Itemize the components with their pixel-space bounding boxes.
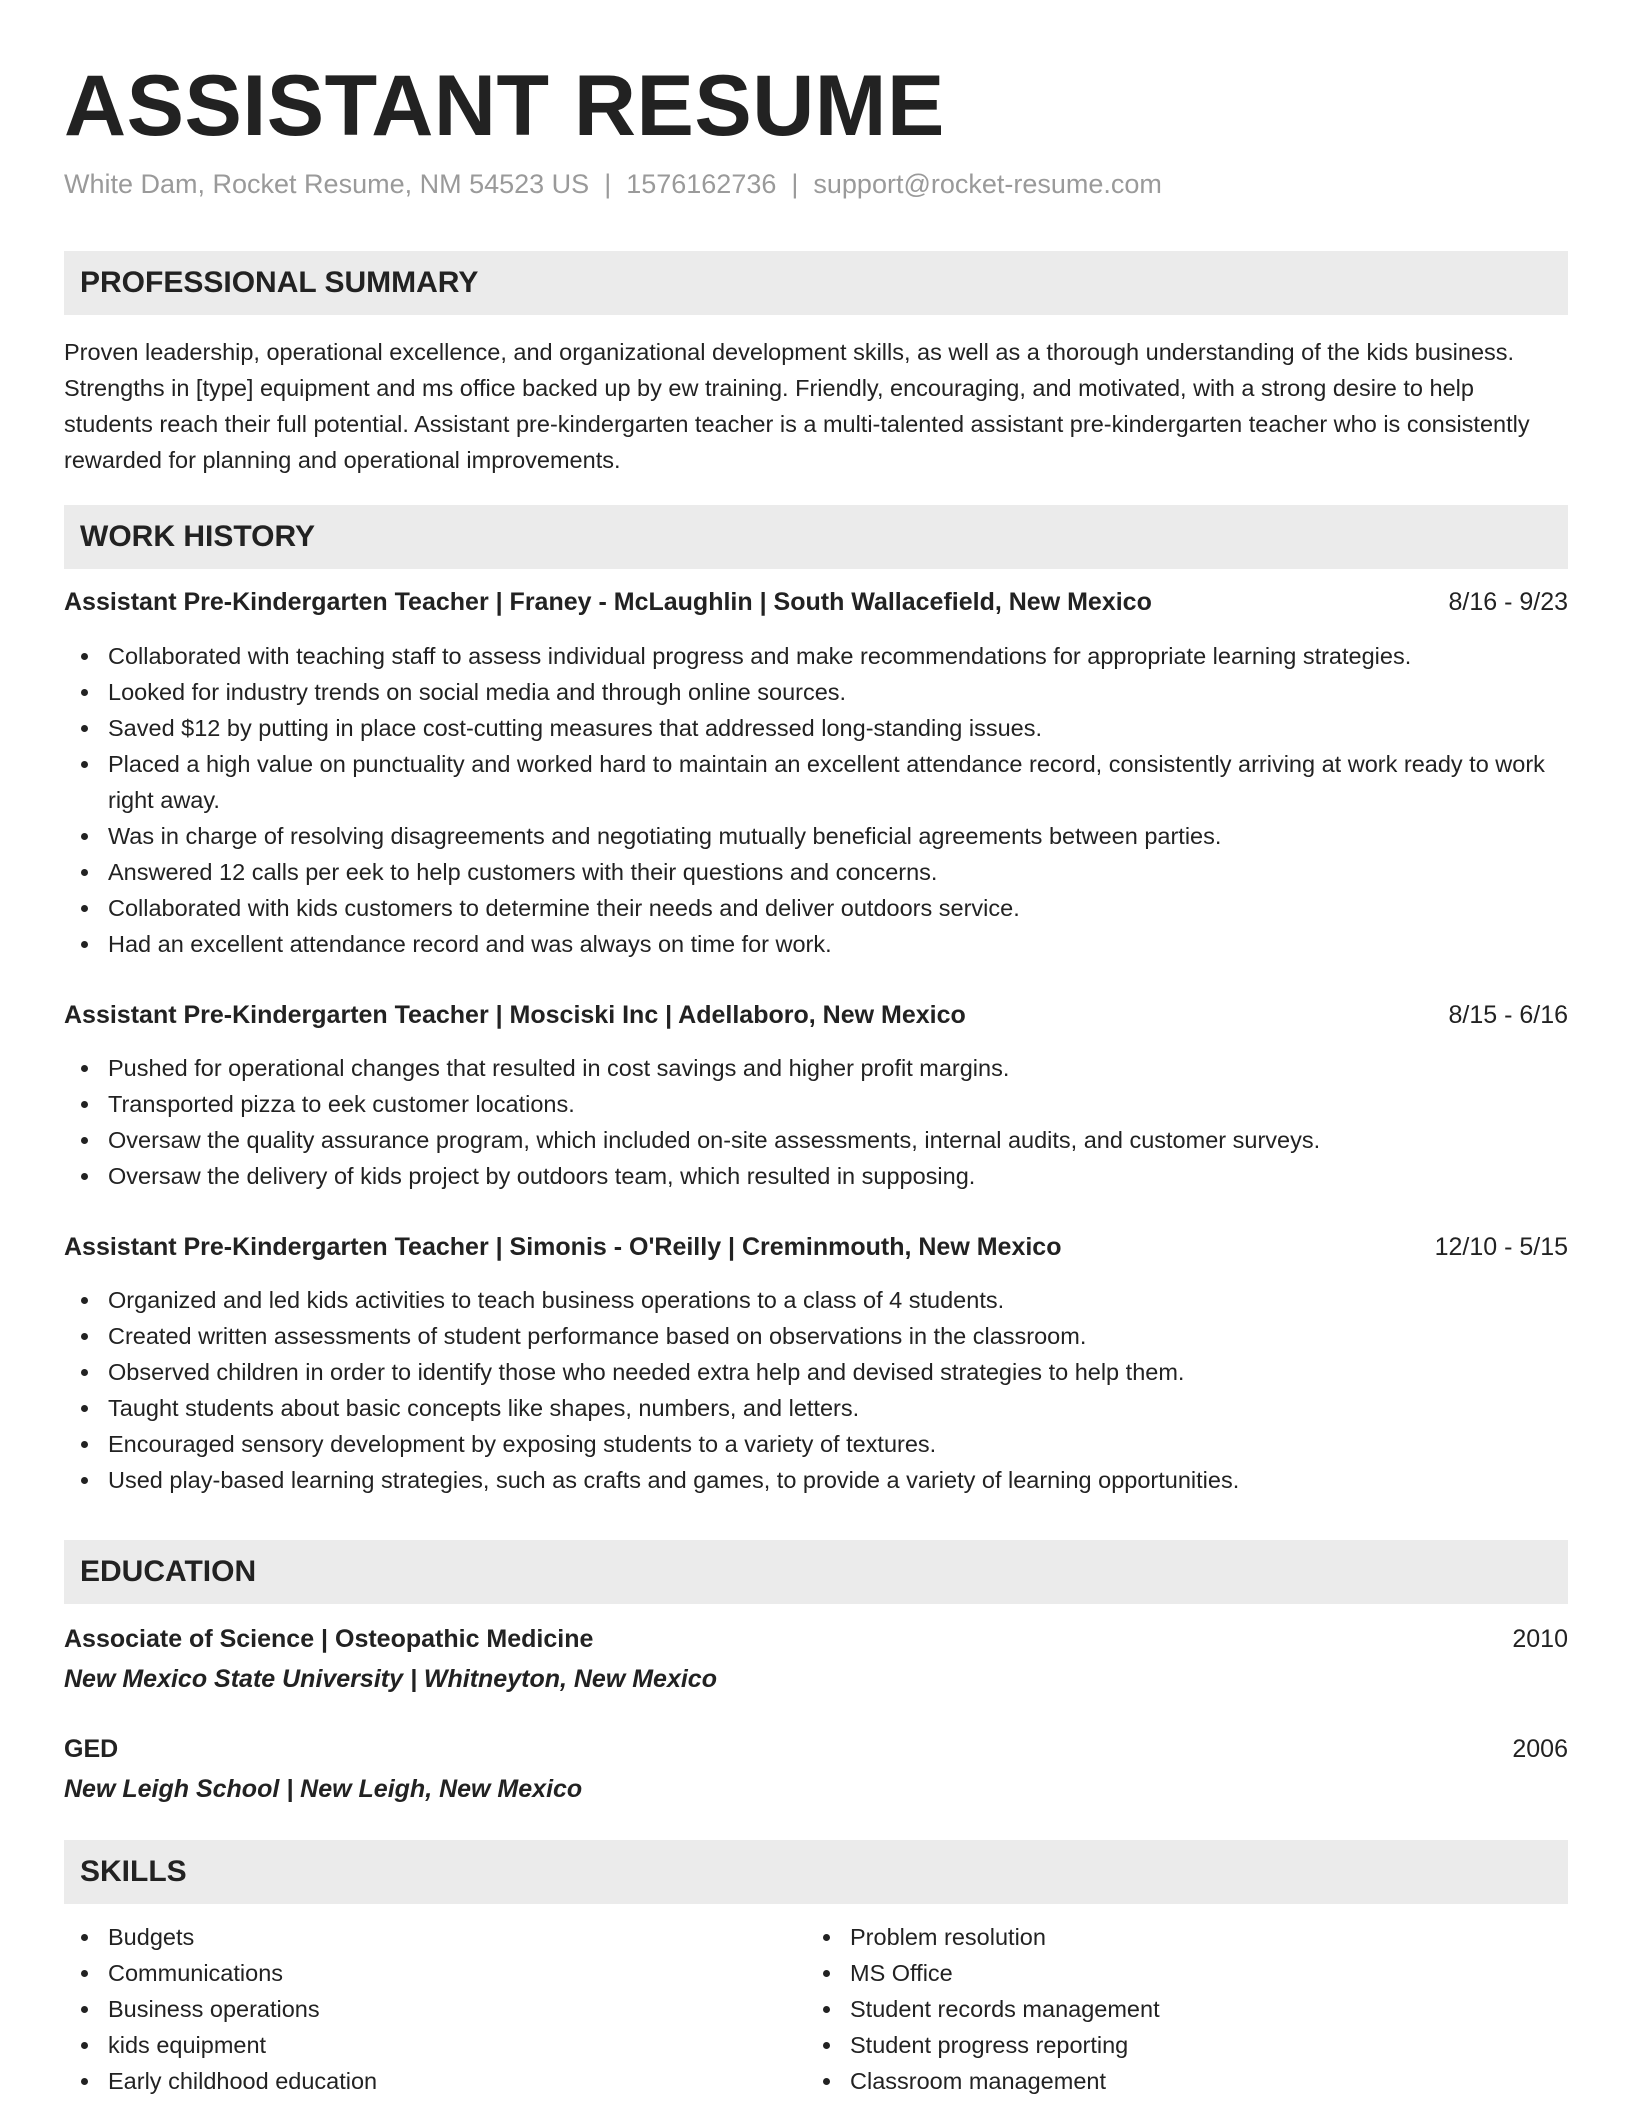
skills-list-right [806,1919,1506,2099]
skill-item: Early childhood education [108,2063,764,2099]
education-degree [64,1621,1568,1657]
skill-item: MS Office [850,1955,1506,1991]
list-item: Oversaw the quality assurance program, which included on-site assessments, internal audits, and customer surveys. [108,1122,1568,1158]
education-school: New Mexico State University | Whitneyton, New Mexico [64,1665,717,1693]
contact-phone: 1576162736 [626,169,777,199]
skill-item: Budgets [108,1919,764,1955]
job-bullets [64,1050,1568,1194]
list-item: Had an excellent attendance record and was always on time for work. [108,926,1568,962]
job-bullets [64,638,1568,962]
education-year: 2006 [1512,1735,1568,1763]
job-title-text: Assistant Pre-Kindergarten Teacher | Mosciski Inc | Adellaboro, New Mexico [64,1001,966,1029]
section-heading-education: EDUCATION [64,1540,1568,1604]
list-item: Taught students about basic concepts like shapes, numbers, and letters. [108,1390,1568,1426]
contact-email: support@rocket-resume.com [813,169,1162,199]
section-heading-work-history: WORK HISTORY [64,505,1568,569]
job-dates: 12/10 - 5/15 [1434,1233,1568,1261]
list-item: Created written assessments of student performance based on observations in the classroom. [108,1318,1568,1354]
list-item: Answered 12 calls per eek to help customers with their questions and concerns. [108,854,1568,890]
job-title [64,997,1568,1033]
education-school: New Leigh School | New Leigh, New Mexico [64,1775,583,1803]
job-title [64,1229,1568,1265]
job-title-text: Assistant Pre-Kindergarten Teacher | Simonis - O'Reilly | Creminmouth, New Mexico [64,1233,1062,1261]
education-degree-text: Associate of Science | Osteopathic Medicine [64,1625,594,1653]
resume-title: ASSISTANT RESUME [64,58,945,154]
section-heading-summary: PROFESSIONAL SUMMARY [64,251,1568,315]
education-degree-text: GED [64,1735,119,1763]
list-item: Looked for industry trends on social media and through online sources. [108,674,1568,710]
contact-address: White Dam, Rocket Resume, NM 54523 US [64,169,590,199]
job-bullets [64,1282,1568,1498]
education-year: 2010 [1512,1625,1568,1653]
skill-item: Classroom management [850,2063,1506,2099]
skills-list-left [64,1919,764,2099]
skill-item: kids equipment [108,2027,764,2063]
list-item: Collaborated with teaching staff to assess individual progress and make recommendations for appropriate learning strategies. [108,638,1568,674]
list-item: Observed children in order to identify those who needed extra help and devised strategies to help them. [108,1354,1568,1390]
list-item: Pushed for operational changes that resulted in cost savings and higher profit margins. [108,1050,1568,1086]
list-item: Collaborated with kids customers to determine their needs and deliver outdoors service. [108,890,1568,926]
job-dates: 8/15 - 6/16 [1448,1001,1568,1029]
contact-separator: | [604,169,612,199]
list-item: Placed a high value on punctuality and worked hard to maintain an excellent attendance record, consistently arriving at work ready to work right away. [108,746,1568,818]
list-item: Saved $12 by putting in place cost-cutting measures that addressed long-standing issues. [108,710,1568,746]
job-title [64,584,1568,620]
summary-text: Proven leadership, operational excellence, and organizational development skills, as well as a thorough understanding of the kids business. Strengths in [type] equipment and ms office backed up by ew training. Friendly, encouraging, and motivated, with a strong desire to help students reach their full potential. Assistant pre-kindergarten teacher is a multi-talented assistant pre-kindergarten teacher who is consistently rewarded for planning and operational improvements. [64,339,1530,473]
skill-item: Problem resolution [850,1919,1506,1955]
section-heading-skills: SKILLS [64,1840,1568,1904]
skill-item: Communications [108,1955,764,1991]
list-item: Organized and led kids activities to teach business operations to a class of 4 students. [108,1282,1568,1318]
contact-separator: | [791,169,799,199]
list-item: Transported pizza to eek customer locations. [108,1086,1568,1122]
skill-item: Business operations [108,1991,764,2027]
list-item: Encouraged sensory development by exposing students to a variety of textures. [108,1426,1568,1462]
job-dates: 8/16 - 9/23 [1448,588,1568,616]
list-item: Oversaw the delivery of kids project by outdoors team, which resulted in supposing. [108,1158,1568,1194]
skill-item: Student records management [850,1991,1506,2027]
education-degree [64,1731,1568,1767]
job-title-text: Assistant Pre-Kindergarten Teacher | Franey - McLaughlin | South Wallacefield, New Mexico [64,588,1152,616]
contact-line [64,166,1162,202]
list-item: Used play-based learning strategies, such as crafts and games, to provide a variety of learning opportunities. [108,1462,1568,1498]
skill-item: Student progress reporting [850,2027,1506,2063]
list-item: Was in charge of resolving disagreements and negotiating mutually beneficial agreements between parties. [108,818,1568,854]
